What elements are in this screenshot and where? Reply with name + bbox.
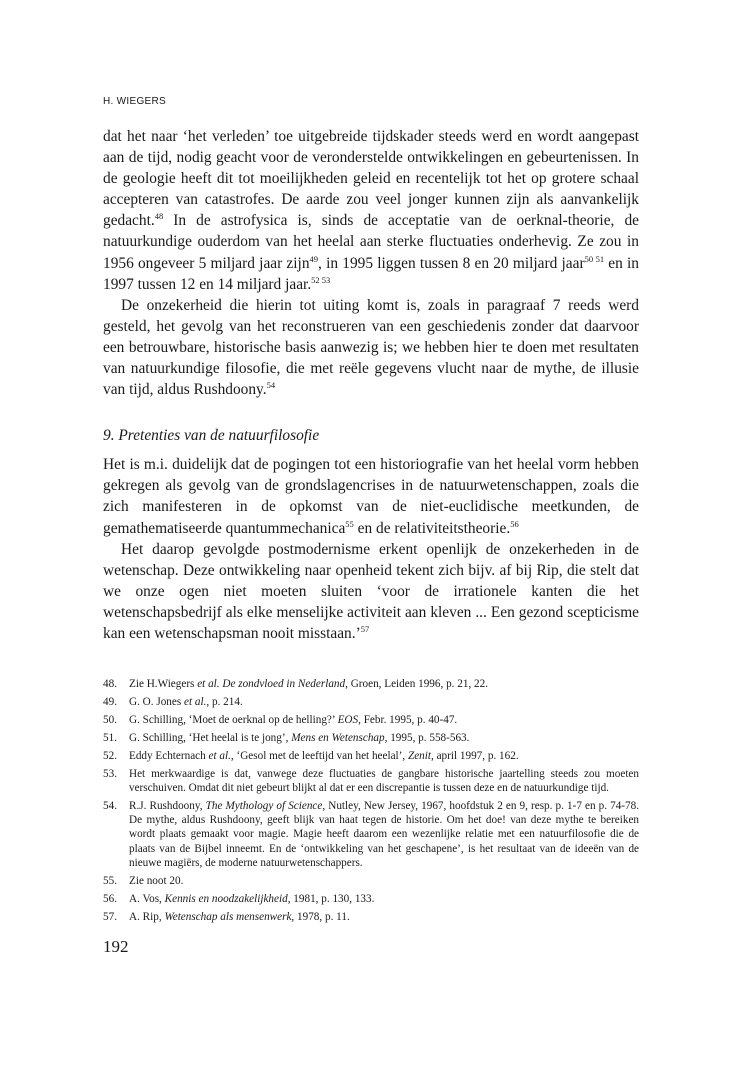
footnotes [103,677,639,924]
footnote: 56. A. Vos, Kennis en noodzakelijkheid, 1981, p. 130, 133. [103,892,375,905]
paragraph: De onzekerheid die hierin tot uiting komt is, zoals in paragraaf 7 reeds werd gesteld, het gevolg van het reconstrueren van een geschiedenis zonder dat daarvoor een betrouwbare, historische basis aanwezig is; we hebben hier te doen met resultaten van natuurkundige filosofie, die met reële gegevens vlucht naar de mythe, de illusie van tijd, aldus Rushdoony.$^{54}$ [103,296,639,399]
footnote-ref: 56 [510,518,519,529]
footnote-ref: 48 [154,211,164,222]
footnote: 54. R.J. Rushdoony, The Mythology of Science, Nutley, New Jersey, 1967, hoofdstuk 2 en 9, resp. p. 1-7 en p. 74-78. De mythe, aldus Rushdoony, geeft blijk van haat tegen de historie. Om het doe! van deze mythe te bereiken wordt plaats gemaakt voor magie. Magie heeft daarom een wezenlijke relatie met een natuurfilosofie die de plaats van de Bijbel inneemt. En de ‘ontwikkeling van het geschapene’, is het resultaat van de ideeën van de nieuwe magiërs, de moderne natuurwetenschappers. [103,799,640,869]
body-text [103,126,639,644]
paragraph: Het is m.i. duidelijk dat de pogingen tot een historiografie van het heelal vorm hebben gekregen als gevolg van de grondslagencrises in de natuurwetenschappen, zoals die zich manifesteren in de opkomst van de niet-euclidische meetkunden, de gemathematiseerde quantummechanica$^{55}$ en de relativiteitstheorie.$^{56}$ [103,456,639,537]
running-head: H. WIEGERS [103,96,167,107]
footnote-ref: 55 [345,518,354,529]
page-number: 192 [103,937,129,956]
footnote: 52. Eddy Echternach et al., ‘Gesol met de leeftijd van het heelal’, Zenit, april 1997, p. 162. [103,749,519,762]
footnote: 50. G. Schilling, ‘Moet de oerknal op de helling?’ EOS, Febr. 1995, p. 40-47. [103,713,458,726]
footnote: 48. Zie H.Wiegers et al. De zondvloed in Nederland, Groen, Leiden 1996, p. 21, 22. [103,678,489,691]
footnote-ref: 50 51 [584,253,605,264]
paragraph: Het daarop gevolgde postmodernisme erkent openlijk de onzekerheden in de wetenschap. Deze ontwikkeling naar openheid tekent zich bijv. af bij Rip, die stelt dat we onze ogen niet moeten sluiten ‘voor de irrationele kanten die het wetenschapsbedrijf als elke menselijke activiteit aan kleven ... Een gezond scepticisme kan een wetenschapsman nooit misstaan.’$^{57}$ [103,540,639,642]
footnote-ref: 57 [360,623,370,634]
footnote-ref: 49 [309,253,319,264]
section-title: 9. Pretenties van de natuurfilosofie [103,427,320,445]
paragraph: dat het naar ‘het verleden’ toe uitgebreide tijdskader steeds werd en wordt aangepast aan de tijd, nodig geacht voor de veronderstelde ontwikkelingen en gebeurtenissen. In de geologie heeft dit tot moeilijkheden geleid en recentelijk tot het op grotere schaal accepteren van catastrofes. De aarde zou veel jonger kunnen zijn als aanvankelijk gedacht.$^{48}$ In de astrofysica is, sinds de acceptatie van de oerknal-theorie, de natuurkundige ouderdom van het heelal aan sterke fluctuaties onderhevig. Ze zou in 1956 ongeveer 5 miljard jaar zijn$^{49}$, in 1995 liggen tussen 8 en 20 miljard jaar$^{50 51}$ en in 1997 tussen 12 en 14 miljard jaar.$^{52 53}$ [103,128,639,293]
page-content [103,96,639,927]
footnote: 53. Het merkwaardige is dat, vanwege deze fluctuaties de gangbare historische jaartelling steeds zou moeten verschuiven. Omdat dit niet gebeurt blijkt al dat er een discrepantie is tussen deze en de natuurkundige tijd. [103,767,639,794]
footnote: 49. G. O. Jones et al., p. 214. [103,695,243,708]
footnote: 55. Zie noot 20. [103,874,184,887]
footnote-ref: 54 [266,380,276,391]
footnote-ref: 52 53 [311,274,331,285]
footnote: 51. G. Schilling, ‘Het heelal is te jong’, Mens en Wetenschap, 1995, p. 558-563. [103,731,470,744]
footnote: 57. A. Rip, Wetenschap als mensenwerk, 1978, p. 11. [103,910,350,923]
